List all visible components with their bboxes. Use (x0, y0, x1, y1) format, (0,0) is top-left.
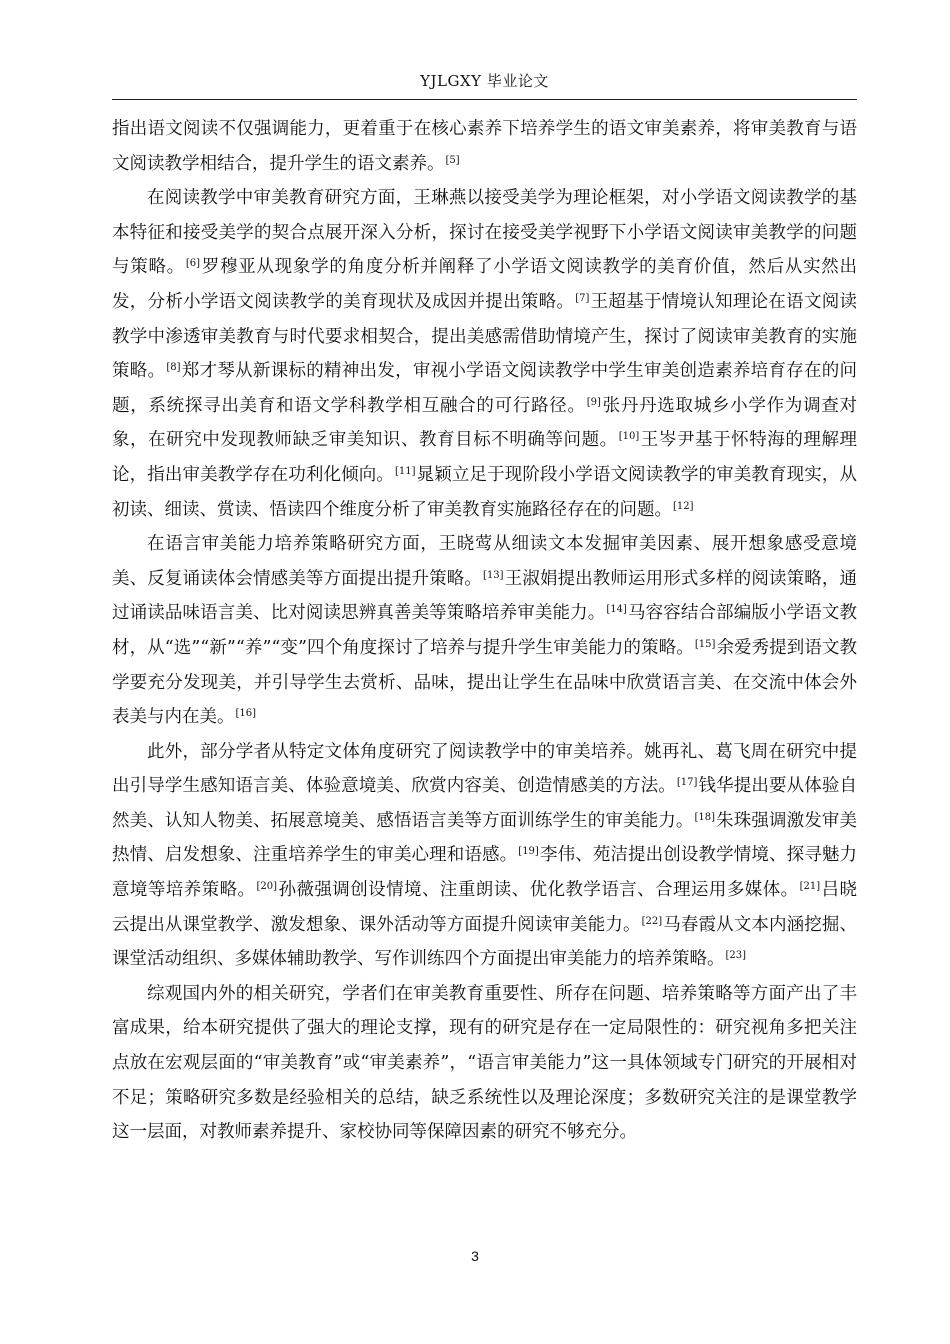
header-rule (112, 99, 857, 100)
citation-ref: [8] (166, 362, 181, 374)
citation-ref: [14] (606, 604, 627, 616)
running-header: YJLGXY 毕业论文 (420, 72, 549, 90)
paragraph (112, 112, 857, 181)
text-segment: 王超基于情境认知理论在语文阅读教学中渗透审美教育与时代要求相契合，提出美感需借助情境产生，探讨了阅读审美教育的实施策略。 (112, 291, 858, 382)
paragraph (112, 977, 857, 1150)
text-segment: 孙薇强调创设情境、注重朗读、优化教学语言、合理运用多媒体。 (278, 880, 799, 901)
text-segment: 朱珠强调激发审美热情、启发想象、注重培养学生的审美心理和语感。 (112, 810, 858, 866)
text-segment: 晁颖立足于现阶段小学语文阅读教学的审美教育现实，从初读、细读、赏读、悟读四个维度分析了审美教育实施路径存在的问题。 (112, 464, 858, 520)
citation-ref: [20] (256, 881, 278, 893)
text-segment: 此外，部分学者从特定文体角度研究了阅读教学中的审美培养。姚再礼、葛飞周在研究中提出引导学生感知语言美、体验意境美、欣赏内容美、创造情感美的方法。 (112, 741, 857, 797)
text-segment: 王岑尹基于怀特海的理解理论，指出审美教学存在功利化倾向。 (112, 430, 858, 485)
body-text (112, 112, 857, 1150)
text-segment: 余爱秀提到语文教学要充分发现美，并引导学生去赏析、品味，提出让学生在品味中欣赏语言美、在交流中体会外表美与内在美。 (112, 637, 858, 728)
citation-ref: [12] (673, 500, 694, 512)
text-segment: 张丹丹选取城乡小学作为调查对象，在研究中发现教师缺乏审美知识、教育目标不明确等问题。 (112, 395, 858, 451)
text-segment: 钱华提出要从体验自然美、认知人物美、拓展意境美、感悟语言美等方面训练学生的审美能力。 (112, 776, 858, 831)
citation-ref: [22] (641, 915, 663, 927)
text-segment: 王淑娟提出教师运用形式多样的阅读策略，通过诵读品味语言美、比对阅读思辨真善美等策略培养审美能力。 (112, 568, 858, 624)
text-segment: 马春霞从文本内涵挖掘、课堂活动组织、多媒体辅助教学、写作训练四个方面提出审美能力的培养策略。 (112, 914, 858, 970)
text-segment: 在语言审美能力培养策略研究方面，王晓莺从细读文本发掘审美因素、展开想象感受意境美、反复诵读体会情感美等方面提出提升策略。 (112, 534, 857, 589)
text-segment: 马容容结合部编版小学语文教材，从“选”“新”“养”“变”四个角度探讨了培养与提升学生审美能力的策略。 (112, 603, 858, 658)
text-segment: 郑才琴从新课标的精神出发，审视小学语文阅读教学中学生审美创造素养培育存在的问题，系统探寻出美育和语文学科教学相互融合的可行路径。 (112, 361, 858, 416)
citation-ref: [16] (235, 708, 257, 720)
citation-ref: [17] (676, 777, 698, 789)
paragraph (112, 527, 857, 735)
citation-ref: [5] (445, 154, 460, 166)
text-segment: 在阅读教学中审美教育研究方面，王琳燕以接受美学为理论框架，对小学语文阅读教学的基本特征和接受美学的契合点展开深入分析，探讨在接受美学视野下小学语文阅读审美教学的问题与策略。 (112, 188, 857, 278)
text-segment: 李伟、苑洁提出创设教学情境、探寻魅力意境等培养策略。 (112, 845, 858, 901)
citation-ref: [18] (694, 811, 716, 823)
citation-ref: [21] (799, 881, 821, 893)
citation-ref: [9] (586, 396, 601, 408)
text-segment: 综观国内外的相关研究，学者们在审美教育重要性、所存在问题、培养策略等方面产出了丰富成果，给本研究提供了强大的理论支撑，现有的研究是存在一定局限性的：研究视角多把关注点放在宏观层面的“审美教育”或“审美素养”，“语言审美能力”这一具体领域专门研究的开展相对不足；策略研究多数是经验相关的总结，缺乏系统性以及理论深度；多数研究关注的是课堂教学这一层面，对教师素养提升、家校协同等保障因素的研究不够充分。 (112, 983, 857, 1143)
paragraph (112, 735, 857, 977)
citation-ref: [6] (185, 258, 201, 270)
citation-ref: [11] (394, 465, 416, 477)
citation-ref: [23] (725, 950, 747, 962)
citation-ref: [19] (518, 846, 539, 858)
citation-ref: [10] (618, 431, 640, 443)
text-segment: 指出语文阅读不仅强调能力，更着重于在核心素养下培养学生的语文审美素养，将审美教育与语文阅读教学相结合，提升学生的语文素养。 (112, 119, 857, 174)
page-number: 3 (471, 1248, 479, 1264)
text-segment: 吕晓云提出从课堂教学、激发想象、课外活动等方面提升阅读审美能力。 (112, 880, 858, 935)
text-segment: 罗穆亚从现象学的角度分析并阐释了小学语文阅读教学的美育价值，然后从实然出发，分析小学语文阅读教学的美育现状及成因并提出策略。 (112, 257, 858, 312)
citation-ref: [13] (483, 569, 504, 581)
citation-ref: [7] (575, 292, 590, 304)
paragraph (112, 181, 857, 527)
citation-ref: [15] (694, 638, 716, 650)
